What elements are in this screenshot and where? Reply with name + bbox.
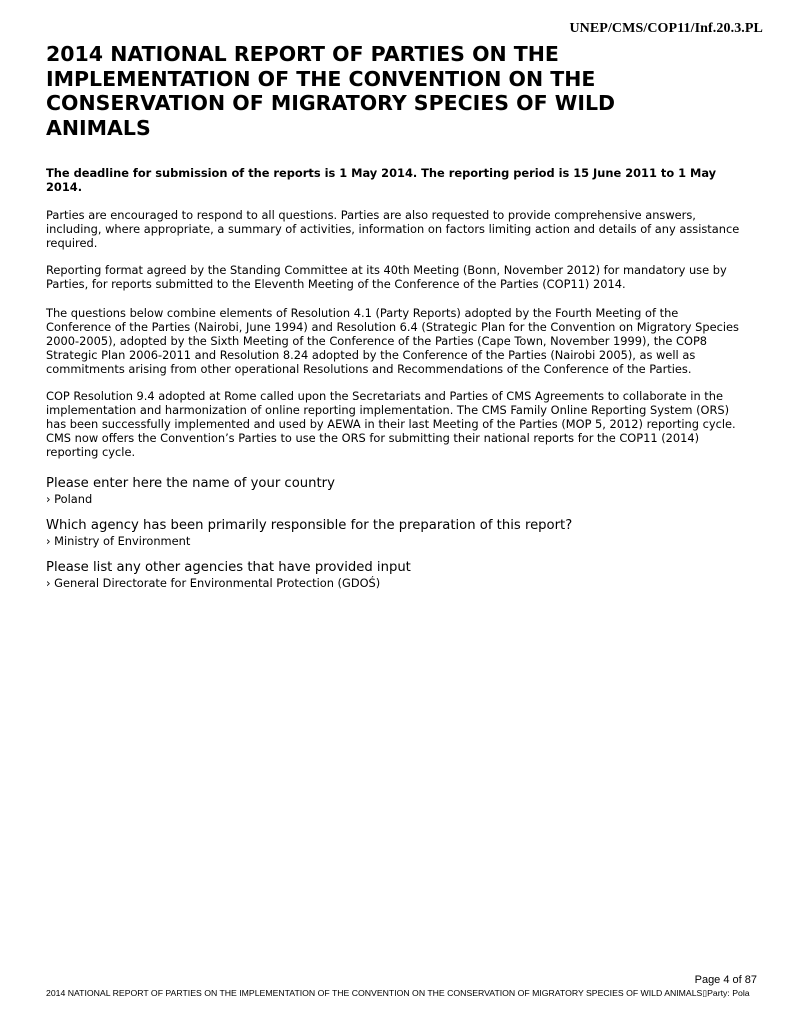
question-label: Which agency has been primarily responsible for the preparation of this report? — [46, 518, 573, 533]
intro-paragraph-2: Reporting format agreed by the Standing Committee at its 40th Meeting (Bonn, November 2012) for mandatory use by Parties, for reports submitted to the Eleventh Meeting of the Conference of the Parties (COP11) 2014. — [46, 263, 727, 291]
intro-paragraph-1: Parties are encouraged to respond to all questions. Parties are also requested to provide comprehensive answers, including, where appropriate, a summary of activities, information on factors limiting action and details of any assistance required. — [46, 208, 740, 250]
question-primary-agency — [46, 518, 746, 548]
footer-running-title: 2014 NATIONAL REPORT OF PARTIES ON THE IMPLEMENTATION OF THE CONVENTION ON THE CONSERVATION OF MIGRATORY SPECIES OF WILD ANIMALS▯Party: Pola — [46, 988, 750, 998]
question-country — [46, 476, 746, 506]
question-answer: › Ministry of Environment — [46, 534, 191, 548]
question-answer: › General Directorate for Environmental Protection (GDOŚ) — [46, 576, 381, 590]
document-code: UNEP/CMS/COP11/Inf.20.3.PL — [569, 21, 763, 36]
deadline-notice: The deadline for submission of the reports is 1 May 2014. The reporting period is 15 June 2011 to 1 May 2014. — [46, 166, 717, 194]
question-answer: › Poland — [46, 492, 93, 506]
page-number: Page 4 of 87 — [694, 974, 757, 986]
report-title: 2014 NATIONAL REPORT OF PARTIES ON THE IMPLEMENTATION OF THE CONVENTION ON THE CONSERVATION OF MIGRATORY SPECIES OF WILD ANIMALS — [46, 42, 616, 140]
question-label: Please list any other agencies that have provided input — [46, 560, 411, 575]
question-label: Please enter here the name of your country — [46, 476, 335, 491]
question-other-agencies — [46, 560, 746, 590]
intro-paragraph-3: The questions below combine elements of Resolution 4.1 (Party Reports) adopted by the Fourth Meeting of the Conference of the Parties (Nairobi, June 1994) and Resolution 6.4 (Strategic Plan for the Convention on Migratory Species 2000-2005), adopted by the Sixth Meeting of the Conference of the Parties (Cape Town, November 1999), the COP8 Strategic Plan 2006-2011 and Resolution 8.24 adopted by the Conference of the Parties (Nairobi 2005), as well as commitments arising from other operational Resolutions and Recommendations of the Conference of the Parties. — [46, 306, 739, 376]
intro-paragraph-4: COP Resolution 9.4 adopted at Rome called upon the Secretariats and Parties of CMS Agreements to collaborate in the implementation and harmonization of online reporting implementation. The CMS Family Online Reporting System (ORS) has been successfully implemented and used by AEWA in their last Meeting of the Parties (MOP 5, 2012) reporting cycle. CMS now offers the Convention’s Parties to use the ORS for submitting their national reports for the COP11 (2014) reporting cycle. — [46, 389, 736, 459]
